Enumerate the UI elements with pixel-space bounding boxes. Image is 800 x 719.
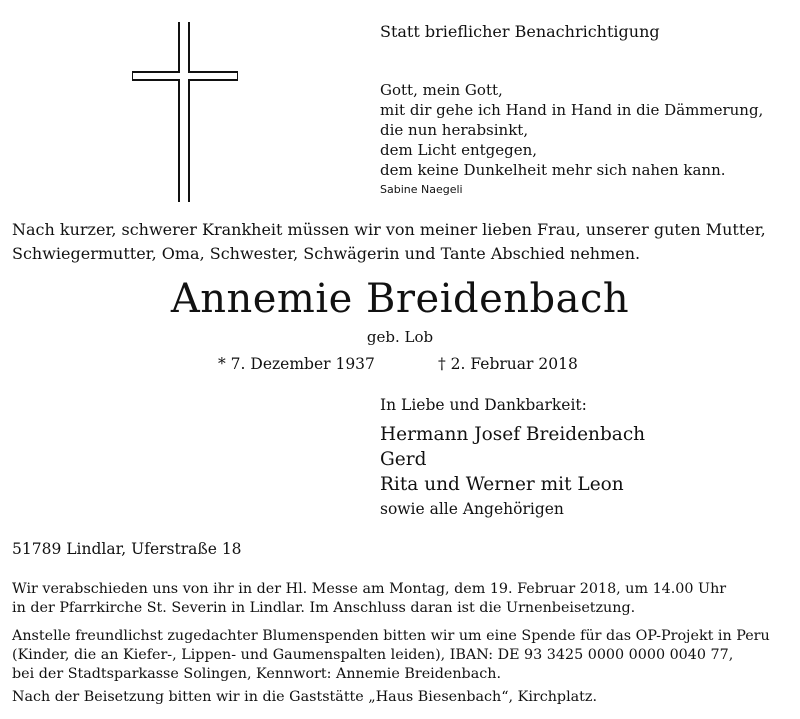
poem <box>380 80 763 180</box>
relatives-note: sowie alle Angehörigen <box>380 500 564 518</box>
poem-line: mit dir gehe ich Hand in Hand in die Dämmerung, <box>380 101 764 119</box>
mourner-name: Rita und Werner mit Leon <box>380 474 624 495</box>
service-line: Wir verabschieden uns von ihr in der Hl. Messe am Montag, dem 19. Februar 2018, um 14.00 Uhr <box>12 581 727 597</box>
mourners-heading: In Liebe und Dankbarkeit: <box>380 396 587 414</box>
poem-line: die nun herabsinkt, <box>380 121 529 139</box>
donation-info <box>12 627 796 684</box>
donation-line: (Kinder, die an Kiefer-, Lippen- und Gaumenspalten leiden), IBAN: DE 93 3425 0000 0000 0040 77, <box>12 647 734 663</box>
donation-line: bei der Stadtsparkasse Solingen, Kennwort: Annemie Breidenbach. <box>12 666 501 682</box>
service-line: in der Pfarrkirche St. Severin in Lindlar. Im Anschluss daran ist die Urnenbeisetzung. <box>12 600 636 616</box>
cross-icon <box>132 22 238 202</box>
header-note: Statt brieflicher Benachrichtigung <box>380 22 660 41</box>
mourner-name: Gerd <box>380 449 427 470</box>
mourners-list <box>380 422 645 497</box>
mourner-name: Hermann Josef Breidenbach <box>380 424 646 445</box>
poem-line: dem Licht entgegen, <box>380 141 538 159</box>
gathering-info: Nach der Beisetzung bitten wir in die Gaststätte „Haus Biesenbach“, Kirchplatz. <box>12 689 598 705</box>
birth-date: * 7. Dezember 1937 <box>218 355 375 373</box>
poem-line: dem keine Dunkelheit mehr sich nahen kann. <box>380 161 726 179</box>
death-date: † 2. Februar 2018 <box>438 355 578 373</box>
deceased-name: Annemie Breidenbach <box>170 276 630 322</box>
poem-line: Gott, mein Gott, <box>380 81 503 99</box>
poem-author: Sabine Naegeli <box>380 183 463 196</box>
service-info <box>12 580 796 618</box>
donation-line: Anstelle freundlichst zugedachter Blumenspenden bitten wir um eine Spende für das OP-Projekt in Peru <box>12 628 770 644</box>
intro-text: Nach kurzer, schwerer Krankheit müssen wir von meiner lieben Frau, unserer guten Mutter, Schwiegermutter, Oma, Schwester, Schwägerin und Tante Abschied nehmen. <box>12 220 766 263</box>
address: 51789 Lindlar, Uferstraße 18 <box>12 540 242 558</box>
maiden-name: geb. Lob <box>366 328 434 346</box>
